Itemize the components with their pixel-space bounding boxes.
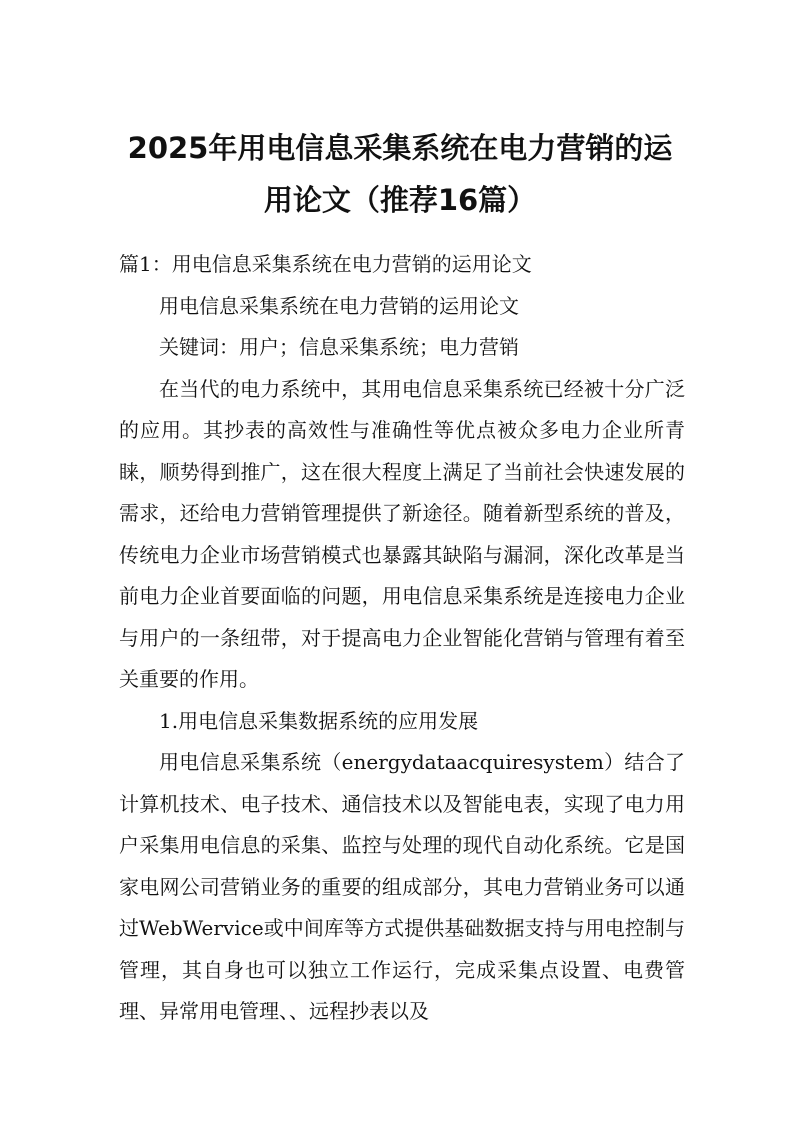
article-title: 用电信息采集系统在电力营销的运用论文 <box>159 293 519 318</box>
paragraph-intro: 在当代的电力系统中，其用电信息采集系统已经被十分广泛的应用。其抄表的高效性与准确性等优点被众多电力企业所青睐，顺势得到推广，这在很大程度上满足了当前社会快速发展的需求，还给电力营销管理提供了新途径。随着新型系统的普及，传统电力企业市场营销模式也暴露其缺陷与漏洞，深化改革是当前电力企业首要面临的问题，用电信息采集系统是连接电力企业与用户的一条纽带，对于提高电力企业智能化营销与管理有着至关重要的作用。 <box>119 376 685 691</box>
paragraph-system-description: 用电信息采集系统（energydataacquiresystem）结合了计算机技术、电子技术、通信技术以及智能电表，实现了电力用户采集用电信息的采集、监控与处理的现代自动化系统。它是国家电网公司营销业务的重要的组成部分，其电力营销业务可以通过WebWervice或中间库等方式提供基础数据支持与用电控制与管理，其自身也可以独立工作运行，完成采集点设置、电费管理、异常用电管理、、远程抄表以及 <box>119 750 685 1023</box>
chapter-heading: 篇1：用电信息采集系统在电力营销的运用论文 <box>119 252 532 276</box>
keywords-line: 关键词：用户；信息采集系统；电力营销 <box>159 335 519 359</box>
document-title <box>110 122 690 226</box>
document-title-line-2: 用论文（推荐16篇） <box>263 183 537 217</box>
document-body <box>119 244 685 1033</box>
section-heading: 1.用电信息采集数据系统的应用发展 <box>159 708 479 733</box>
document-title-line-1: 2025年用电信息采集系统在电力营销的运 <box>127 131 673 165</box>
